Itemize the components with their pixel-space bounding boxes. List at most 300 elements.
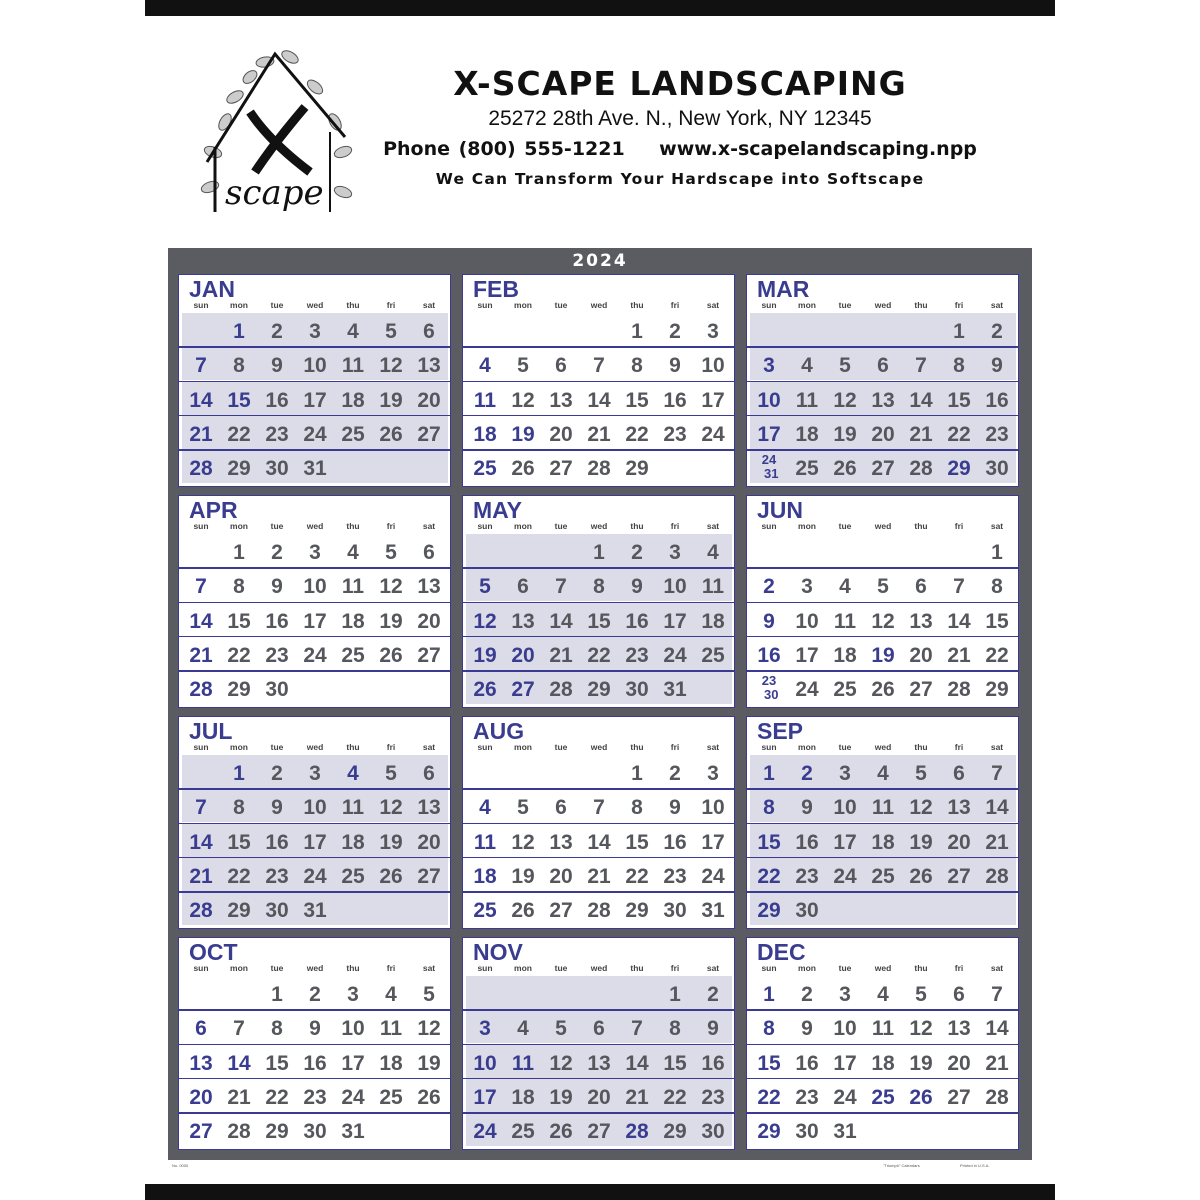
day-cell bbox=[940, 313, 978, 346]
day-cell bbox=[220, 534, 258, 567]
row-divider bbox=[179, 1112, 450, 1114]
day-cell bbox=[978, 313, 1016, 346]
weekday-label: tue bbox=[270, 742, 284, 752]
day-cell bbox=[334, 976, 372, 1009]
day-cell bbox=[618, 416, 656, 449]
day-cell bbox=[656, 1045, 694, 1078]
row-divider bbox=[747, 602, 1018, 604]
day-cell bbox=[296, 789, 334, 822]
day-cell bbox=[182, 755, 220, 788]
day-cell bbox=[410, 534, 448, 567]
day-number: 9 bbox=[801, 796, 813, 820]
day-number: 12 bbox=[871, 609, 895, 633]
day-cell bbox=[864, 534, 902, 567]
day-number: 3 bbox=[763, 354, 775, 378]
day-number: 5 bbox=[915, 762, 927, 785]
day-cell bbox=[864, 671, 902, 704]
weekday-label: tue bbox=[554, 521, 568, 531]
day-cell bbox=[580, 671, 618, 704]
calendar-panel bbox=[168, 248, 1032, 1160]
day-cell bbox=[182, 568, 220, 601]
day-cell bbox=[542, 534, 580, 567]
day-cell bbox=[504, 416, 542, 449]
day-cell bbox=[258, 450, 296, 483]
day-cell bbox=[504, 976, 542, 1009]
day-number: 24 bbox=[473, 1120, 497, 1144]
day-cell bbox=[656, 858, 694, 891]
day-cell bbox=[788, 755, 826, 788]
day-cell bbox=[902, 789, 940, 822]
footer-left: No. 0000 bbox=[172, 1163, 189, 1168]
day-cell bbox=[902, 347, 940, 380]
day-cell bbox=[750, 1113, 788, 1146]
day-number: 28 bbox=[947, 678, 971, 702]
day-cell bbox=[940, 824, 978, 857]
day-cell bbox=[182, 858, 220, 891]
day-cell bbox=[940, 450, 978, 483]
day-number: 1 bbox=[631, 762, 643, 785]
day-cell bbox=[504, 892, 542, 925]
day-cell bbox=[372, 671, 410, 704]
day-cell bbox=[618, 789, 656, 822]
day-number: 3 bbox=[801, 575, 813, 599]
weekday-label: sat bbox=[990, 300, 1004, 310]
day-number: 19 bbox=[417, 1051, 441, 1075]
row-divider bbox=[179, 602, 450, 604]
day-cell bbox=[978, 1010, 1016, 1043]
day-cell bbox=[580, 416, 618, 449]
day-cell bbox=[258, 1045, 296, 1078]
day-cell bbox=[258, 858, 296, 891]
day-number: 22 bbox=[947, 422, 971, 446]
weekday-label: wed bbox=[874, 521, 892, 531]
day-cell bbox=[788, 637, 826, 670]
row-divider bbox=[463, 1009, 734, 1011]
day-cell bbox=[258, 1079, 296, 1112]
day-cell bbox=[656, 976, 694, 1009]
day-cell bbox=[580, 1079, 618, 1112]
day-number: 1 bbox=[763, 983, 775, 1006]
weekday-label: tue bbox=[838, 963, 852, 973]
day-cell bbox=[258, 637, 296, 670]
day-cell bbox=[220, 755, 258, 788]
row-divider bbox=[179, 823, 450, 825]
day-number: 7 bbox=[555, 575, 567, 599]
day-number: 5 bbox=[517, 796, 529, 820]
day-cell bbox=[504, 1045, 542, 1078]
day-cell bbox=[410, 671, 448, 704]
weekday-label: wed bbox=[590, 742, 608, 752]
day-cell bbox=[618, 603, 656, 636]
day-cell bbox=[372, 382, 410, 415]
day-number: 5 bbox=[517, 354, 529, 378]
day-cell bbox=[788, 313, 826, 346]
day-number: 12 bbox=[379, 354, 403, 378]
weekday-label: tue bbox=[270, 300, 284, 310]
day-cell bbox=[750, 534, 788, 567]
day-number: 5 bbox=[877, 575, 889, 599]
day-cell bbox=[466, 450, 504, 483]
day-cell bbox=[296, 450, 334, 483]
day-number: 22 bbox=[625, 422, 649, 446]
day-cell bbox=[788, 1045, 826, 1078]
day-number: 16 bbox=[757, 643, 781, 667]
day-number: 7 bbox=[195, 575, 207, 599]
day-number: 18 bbox=[511, 1085, 535, 1109]
day-cell bbox=[864, 313, 902, 346]
day-number: 13 bbox=[417, 796, 441, 820]
day-cell bbox=[334, 534, 372, 567]
day-cell bbox=[372, 347, 410, 380]
day-number: 16 bbox=[265, 830, 289, 854]
day-number: 27 bbox=[549, 899, 573, 923]
day-cell bbox=[788, 976, 826, 1009]
month-name: OCT bbox=[189, 939, 238, 965]
day-number: 18 bbox=[341, 830, 365, 854]
day-cell bbox=[220, 450, 258, 483]
day-number: 23 bbox=[303, 1085, 327, 1109]
company-logo bbox=[195, 42, 355, 222]
weekday-label: tue bbox=[554, 742, 568, 752]
day-cell bbox=[410, 382, 448, 415]
day-cell bbox=[542, 671, 580, 704]
day-cell bbox=[296, 671, 334, 704]
day-cell bbox=[466, 603, 504, 636]
weekday-label: thu bbox=[914, 963, 928, 973]
day-number: 6 bbox=[877, 354, 889, 378]
company-website[interactable]: www.x-scapelandscaping.npp bbox=[659, 138, 977, 160]
weekday-header bbox=[747, 742, 1018, 754]
day-number: 20 bbox=[587, 1085, 611, 1109]
weekday-label: mon bbox=[798, 521, 816, 531]
day-cell bbox=[618, 1113, 656, 1146]
day-number: 20 bbox=[947, 1051, 971, 1075]
day-cell bbox=[618, 824, 656, 857]
day-cell bbox=[618, 637, 656, 670]
row-divider bbox=[463, 381, 734, 383]
day-number: 9 bbox=[271, 575, 283, 599]
day-cell bbox=[182, 382, 220, 415]
day-cell bbox=[788, 1010, 826, 1043]
day-cell bbox=[580, 313, 618, 346]
day-number: 29 bbox=[757, 899, 781, 923]
day-number: 22 bbox=[625, 864, 649, 888]
day-cell bbox=[220, 789, 258, 822]
day-cell bbox=[258, 382, 296, 415]
day-cell bbox=[864, 1113, 902, 1146]
day-number: 27 bbox=[417, 643, 441, 667]
day-number: 17 bbox=[701, 388, 725, 412]
weekday-header bbox=[747, 300, 1018, 312]
weekday-label: sun bbox=[761, 742, 777, 752]
day-number: 13 bbox=[549, 388, 573, 412]
day-cell bbox=[750, 1079, 788, 1112]
day-cell bbox=[694, 347, 732, 380]
day-cell bbox=[334, 347, 372, 380]
day-cell bbox=[182, 976, 220, 1009]
day-number: 10 bbox=[473, 1051, 497, 1075]
weekday-label: mon bbox=[230, 963, 248, 973]
day-cell bbox=[504, 1113, 542, 1146]
day-number: 7 bbox=[593, 796, 605, 820]
day-number: 22 bbox=[265, 1085, 289, 1109]
day-number: 17 bbox=[663, 609, 687, 633]
day-number: 6 bbox=[555, 796, 567, 820]
day-cell bbox=[618, 671, 656, 704]
weekday-label: sun bbox=[193, 300, 209, 310]
day-number: 27 bbox=[549, 457, 573, 481]
day-number: 14 bbox=[587, 388, 611, 412]
day-number: 10 bbox=[303, 354, 327, 378]
day-cell bbox=[296, 1010, 334, 1043]
row-divider bbox=[747, 1044, 1018, 1046]
day-cell bbox=[372, 755, 410, 788]
day-cell bbox=[826, 1113, 864, 1146]
day-cell bbox=[978, 1079, 1016, 1112]
day-cell bbox=[656, 450, 694, 483]
day-number: 15 bbox=[757, 1051, 781, 1075]
day-number: 23 bbox=[761, 673, 777, 689]
day-number: 25 bbox=[871, 864, 895, 888]
day-number: 14 bbox=[189, 830, 213, 854]
day-cell bbox=[656, 347, 694, 380]
day-number: 7 bbox=[195, 354, 207, 378]
day-cell bbox=[902, 534, 940, 567]
weekday-label: tue bbox=[554, 963, 568, 973]
day-number: 7 bbox=[593, 354, 605, 378]
day-cell bbox=[504, 671, 542, 704]
day-number: 28 bbox=[587, 899, 611, 923]
day-number: 29 bbox=[757, 1120, 781, 1144]
row-divider bbox=[463, 1044, 734, 1046]
day-number: 5 bbox=[423, 983, 435, 1006]
day-cell bbox=[618, 347, 656, 380]
day-cell bbox=[788, 824, 826, 857]
day-cell bbox=[826, 534, 864, 567]
day-cell bbox=[978, 382, 1016, 415]
day-cell bbox=[656, 637, 694, 670]
day-cell bbox=[334, 671, 372, 704]
day-cell bbox=[826, 755, 864, 788]
day-number: 26 bbox=[417, 1085, 441, 1109]
day-cell bbox=[864, 1079, 902, 1112]
day-number: 28 bbox=[189, 457, 213, 481]
row-divider bbox=[463, 823, 734, 825]
day-cell bbox=[504, 858, 542, 891]
day-number: 14 bbox=[985, 1017, 1009, 1041]
day-cell bbox=[372, 858, 410, 891]
day-cell bbox=[296, 1113, 334, 1146]
day-number: 25 bbox=[473, 457, 497, 481]
day-cell bbox=[258, 824, 296, 857]
day-number: 25 bbox=[701, 643, 725, 667]
day-cell bbox=[750, 637, 788, 670]
day-cell bbox=[750, 568, 788, 601]
day-number: 2 bbox=[271, 320, 283, 343]
day-number: 30 bbox=[625, 678, 649, 702]
day-number: 9 bbox=[271, 354, 283, 378]
month-jun bbox=[746, 495, 1019, 708]
day-number: 8 bbox=[631, 354, 643, 378]
day-cell bbox=[372, 603, 410, 636]
row-divider bbox=[179, 1078, 450, 1080]
day-cell bbox=[220, 637, 258, 670]
day-number: 11 bbox=[871, 796, 895, 820]
day-number: 1 bbox=[763, 762, 775, 785]
day-cell bbox=[466, 1045, 504, 1078]
day-cell bbox=[542, 1010, 580, 1043]
day-cell bbox=[296, 892, 334, 925]
day-number: 23 bbox=[701, 1085, 725, 1109]
day-cell bbox=[258, 892, 296, 925]
day-number: 7 bbox=[195, 796, 207, 820]
day-number: 28 bbox=[189, 678, 213, 702]
day-number: 4 bbox=[707, 541, 719, 564]
weekday-label: thu bbox=[346, 742, 360, 752]
day-number: 12 bbox=[417, 1017, 441, 1041]
row-divider bbox=[179, 449, 450, 451]
day-number: 26 bbox=[549, 1120, 573, 1144]
day-number: 27 bbox=[511, 678, 535, 702]
day-number: 12 bbox=[473, 609, 497, 633]
row-divider bbox=[463, 891, 734, 893]
weekday-label: wed bbox=[306, 963, 324, 973]
day-number: 2 bbox=[991, 320, 1003, 343]
month-sep bbox=[746, 716, 1019, 929]
weekday-label: sun bbox=[477, 521, 493, 531]
day-cell bbox=[504, 568, 542, 601]
day-cell bbox=[296, 313, 334, 346]
day-cell bbox=[694, 568, 732, 601]
day-number: 6 bbox=[517, 575, 529, 599]
day-number: 26 bbox=[379, 422, 403, 446]
day-number: 2 bbox=[801, 983, 813, 1006]
day-cell bbox=[750, 976, 788, 1009]
day-number: 18 bbox=[379, 1051, 403, 1075]
weekday-label: fri bbox=[386, 963, 396, 973]
day-cell bbox=[296, 603, 334, 636]
day-cell bbox=[826, 858, 864, 891]
day-cell bbox=[410, 824, 448, 857]
day-cell bbox=[182, 450, 220, 483]
day-cell bbox=[580, 1113, 618, 1146]
row-divider bbox=[747, 636, 1018, 638]
day-number: 26 bbox=[909, 1085, 933, 1109]
day-number: 14 bbox=[587, 830, 611, 854]
day-number: 31 bbox=[663, 678, 687, 702]
day-number: 16 bbox=[985, 388, 1009, 412]
day-cell bbox=[902, 976, 940, 1009]
day-cell bbox=[258, 313, 296, 346]
day-cell bbox=[618, 568, 656, 601]
day-cell bbox=[826, 603, 864, 636]
day-number: 15 bbox=[227, 609, 251, 633]
day-number: 2 bbox=[631, 541, 643, 564]
day-number: 1 bbox=[669, 983, 681, 1006]
day-cell bbox=[826, 450, 864, 483]
day-cell bbox=[978, 416, 1016, 449]
day-number: 27 bbox=[947, 864, 971, 888]
day-cell bbox=[978, 347, 1016, 380]
weekday-header bbox=[747, 963, 1018, 975]
day-cell bbox=[750, 892, 788, 925]
day-cell bbox=[334, 382, 372, 415]
day-number: 13 bbox=[909, 609, 933, 633]
day-cell bbox=[504, 450, 542, 483]
weekday-label: sun bbox=[761, 300, 777, 310]
day-number: 3 bbox=[347, 983, 359, 1006]
day-cell bbox=[542, 313, 580, 346]
row-divider bbox=[179, 415, 450, 417]
day-cell bbox=[618, 976, 656, 1009]
weekday-label: sat bbox=[422, 521, 436, 531]
day-cell bbox=[940, 637, 978, 670]
day-number: 18 bbox=[473, 422, 497, 446]
day-number: 25 bbox=[379, 1085, 403, 1109]
day-cell bbox=[694, 416, 732, 449]
day-cell bbox=[258, 671, 296, 704]
day-cell bbox=[826, 671, 864, 704]
day-cell bbox=[182, 1010, 220, 1043]
day-number: 13 bbox=[417, 575, 441, 599]
day-number: 24 bbox=[833, 864, 857, 888]
day-number: 2 bbox=[707, 983, 719, 1006]
day-number: 8 bbox=[233, 796, 245, 820]
day-cell bbox=[296, 382, 334, 415]
weekday-label: sun bbox=[193, 963, 209, 973]
day-cell bbox=[978, 1045, 1016, 1078]
day-cell bbox=[296, 568, 334, 601]
day-number: 22 bbox=[757, 864, 781, 888]
day-cell bbox=[258, 603, 296, 636]
day-cell bbox=[504, 789, 542, 822]
day-cell bbox=[864, 976, 902, 1009]
day-cell bbox=[542, 1045, 580, 1078]
day-cell bbox=[864, 637, 902, 670]
day-number: 2 bbox=[669, 762, 681, 785]
day-number: 1 bbox=[271, 983, 283, 1006]
day-number: 23 bbox=[985, 422, 1009, 446]
footer-middle: "Triumph" Calendars bbox=[883, 1163, 920, 1168]
day-cell bbox=[940, 1010, 978, 1043]
day-cell bbox=[410, 416, 448, 449]
day-number: 12 bbox=[833, 388, 857, 412]
row-divider bbox=[747, 857, 1018, 859]
day-number: 24 bbox=[303, 643, 327, 667]
day-number: 5 bbox=[839, 354, 851, 378]
day-cell bbox=[334, 637, 372, 670]
weekday-label: thu bbox=[346, 300, 360, 310]
day-cell bbox=[182, 347, 220, 380]
row-divider bbox=[747, 415, 1018, 417]
day-cell bbox=[182, 416, 220, 449]
day-cell bbox=[410, 637, 448, 670]
day-cell bbox=[580, 858, 618, 891]
day-cell bbox=[410, 603, 448, 636]
weekday-label: sat bbox=[990, 742, 1004, 752]
day-cell bbox=[504, 755, 542, 788]
day-number: 24 bbox=[795, 678, 819, 702]
day-number: 2 bbox=[801, 762, 813, 785]
day-cell bbox=[902, 1079, 940, 1112]
weekday-label: sun bbox=[477, 742, 493, 752]
day-number: 12 bbox=[379, 575, 403, 599]
weekday-header bbox=[747, 521, 1018, 533]
row-divider bbox=[463, 1112, 734, 1114]
day-cell bbox=[656, 892, 694, 925]
weekday-label: fri bbox=[386, 300, 396, 310]
day-number: 15 bbox=[587, 609, 611, 633]
